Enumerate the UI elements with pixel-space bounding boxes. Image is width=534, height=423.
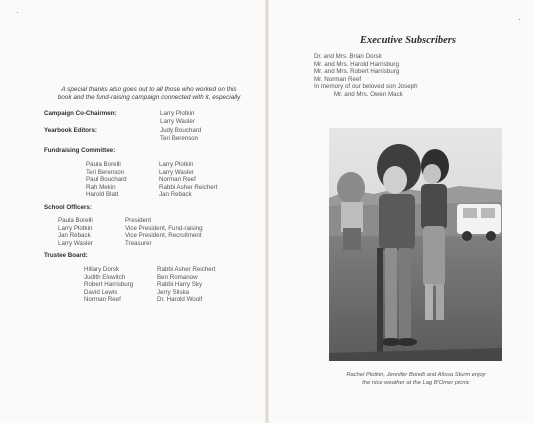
picnic-photo-illustration bbox=[329, 128, 502, 361]
list-item: Larry Wasler bbox=[58, 239, 93, 247]
school-officers-roles bbox=[125, 217, 203, 247]
fundraising-committee-heading: Fundraising Committee: bbox=[44, 147, 116, 154]
list-item: Paul Bouchard bbox=[86, 176, 127, 184]
special-thanks-note bbox=[44, 86, 254, 102]
list-item: David Lewis bbox=[84, 288, 118, 296]
page-title: Executive Subscribers bbox=[360, 35, 456, 46]
caption-line: Rachel Plotkin, Jennifer Borelli and Alissa Sturm enjoy bbox=[346, 372, 486, 378]
list-item: Rabbi Asher Reichert bbox=[157, 266, 216, 273]
fundraising-list-col1 bbox=[86, 161, 127, 199]
list-item: Vice President, Fund-raising bbox=[125, 224, 203, 232]
list-item: Paula Borelli bbox=[58, 217, 93, 224]
yearbook-editors-list bbox=[160, 127, 201, 142]
list-item: Judy Bouchard bbox=[160, 127, 202, 134]
photo-caption bbox=[322, 371, 510, 387]
list-item: Norman Reef bbox=[159, 176, 196, 184]
print-speck bbox=[519, 19, 520, 20]
list-item: Rah Mekin bbox=[86, 183, 116, 191]
picnic-photo bbox=[329, 128, 502, 361]
list-item: Paula Borelli bbox=[86, 161, 121, 168]
list-item: Vice President, Recruitment bbox=[125, 232, 202, 240]
subscriber-list bbox=[314, 53, 418, 99]
campaign-cochairmen-list bbox=[160, 110, 195, 125]
list-item: Ben Romanow bbox=[157, 273, 198, 281]
list-item: Larry Plotkin bbox=[159, 161, 194, 168]
list-item: Norman Reef bbox=[84, 296, 121, 304]
list-item: Mr. and Mrs. Harold Harrisburg bbox=[314, 60, 399, 68]
thanks-line: book and the fund-raising campaign connected with it, especially bbox=[57, 94, 241, 101]
list-item: Judith Elowitch bbox=[84, 273, 126, 281]
list-item: In memory of our beloved son Joseph bbox=[314, 83, 418, 91]
list-item: Larry Wasler bbox=[159, 168, 194, 176]
page-gutter bbox=[265, 0, 269, 423]
print-speck bbox=[17, 12, 18, 13]
list-item: Treasurer bbox=[125, 239, 152, 247]
list-item: Rabbi Asher Reichert bbox=[159, 183, 218, 191]
trustee-board-col2 bbox=[157, 266, 215, 304]
list-item: Jerry Sliska bbox=[157, 288, 189, 296]
list-item: Harold Blatt bbox=[86, 191, 119, 199]
school-officers-heading: School Officers: bbox=[44, 204, 92, 211]
thanks-line: A special thanks also goes out to all those who worked on this bbox=[61, 86, 237, 93]
list-item: Mr. Norman Reef bbox=[314, 75, 362, 83]
list-item: Mr. and Mrs. Robert Harrisburg bbox=[314, 68, 400, 76]
list-item: Mr. and Mrs. Owen Mack bbox=[334, 90, 403, 98]
caption-line: the nice weather at the Lag B'Omer picnic bbox=[362, 380, 470, 386]
trustee-board-col1 bbox=[84, 266, 133, 304]
list-item: President bbox=[125, 217, 152, 224]
campaign-cochairmen-heading: Campaign Co-Chairmen: bbox=[44, 110, 117, 117]
list-item: Larry Plotkin bbox=[58, 224, 93, 232]
list-item: Teri Berenson bbox=[86, 168, 125, 176]
list-item: Larry Plotkin bbox=[160, 110, 195, 117]
list-item: Jan Reback bbox=[159, 191, 192, 199]
yearbook-editors-heading: Yearbook Editors: bbox=[44, 127, 97, 134]
list-item: Larry Wasler bbox=[160, 117, 195, 125]
list-item: Robert Harrisburg bbox=[84, 281, 134, 289]
list-item: Hillary Dorsk bbox=[84, 266, 120, 273]
list-item: Teri Berenson bbox=[160, 134, 199, 142]
fundraising-list-col2 bbox=[159, 161, 217, 199]
list-item: Dr. Harold Woolf bbox=[157, 296, 203, 304]
school-officers-names bbox=[58, 217, 93, 247]
list-item: Rabbi Harry Sky bbox=[157, 281, 203, 289]
trustee-board-heading: Trustee Board: bbox=[44, 252, 88, 259]
list-item: Dr. and Mrs. Brian Dorsk bbox=[314, 53, 382, 60]
list-item: Jan Reback bbox=[58, 232, 91, 240]
